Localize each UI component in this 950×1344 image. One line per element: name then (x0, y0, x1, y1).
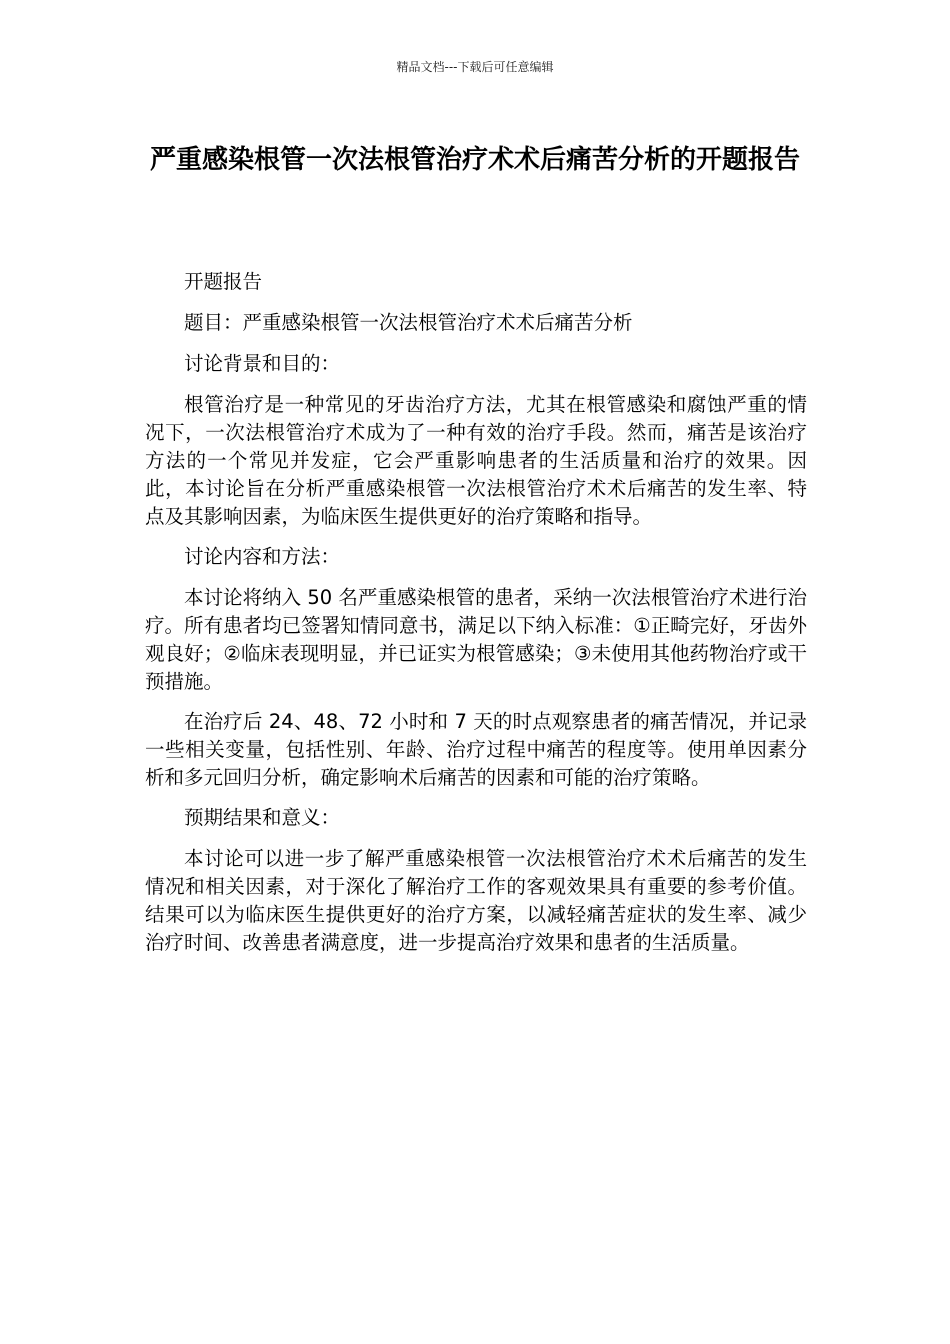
paragraph-methods: 本讨论将纳入 50 名严重感染根管的患者，采纳一次法根管治疗术进行治疗。所有患者均已签署知情同意书，满足以下纳入标准：①正畸完好，牙齿外观良好；②临床表现明显，并已证实为根管感染；③未使用其他药物治疗或干预措施。 (145, 586, 807, 693)
section-label-report: 开题报告 (184, 270, 263, 293)
section-heading-background: 讨论背景和目的： (184, 352, 341, 375)
header-note: 精品文档---下载后可任意编辑 (396, 60, 554, 74)
paragraph-observation: 在治疗后 24、48、72 小时和 7 天的时点观察患者的痛苦情况，并记录一些相关变量，包括性别、年龄、治疗过程中痛苦的程度等。使用单因素分析和多元回归分析，确定影响术后痛苦的因素和可能的治疗策略。 (145, 710, 807, 789)
section-heading-expected: 预期结果和意义： (184, 806, 341, 829)
section-heading-methods: 讨论内容和方法： (184, 545, 341, 568)
document-body (145, 268, 807, 969)
document-title: 严重感染根管一次法根管治疗术术后痛苦分析的开题报告 (149, 145, 800, 175)
paragraph-background: 根管治疗是一种常见的牙齿治疗方法，尤其在根管感染和腐蚀严重的情况下，一次法根管治疗术成为了一种有效的治疗手段。然而，痛苦是该治疗方法的一个常见并发症，它会严重影响患者的生活质量和治疗的效果。因此，本讨论旨在分析严重感染根管一次法根管治疗术术后痛苦的发生率、特点及其影响因素，为临床医生提供更好的治疗策略和指导。 (145, 393, 807, 528)
section-label-topic: 题目：严重感染根管一次法根管治疗术术后痛苦分析 (184, 311, 633, 334)
paragraph-expected: 本讨论可以进一步了解严重感染根管一次法根管治疗术术后痛苦的发生情况和相关因素，对于深化了解治疗工作的客观效果具有重要的参考价值。结果可以为临床医生提供更好的治疗方案，以减轻痛苦症状的发生率、减少治疗时间、改善患者满意度，进一步提高治疗效果和患者的生活质量。 (145, 847, 807, 954)
